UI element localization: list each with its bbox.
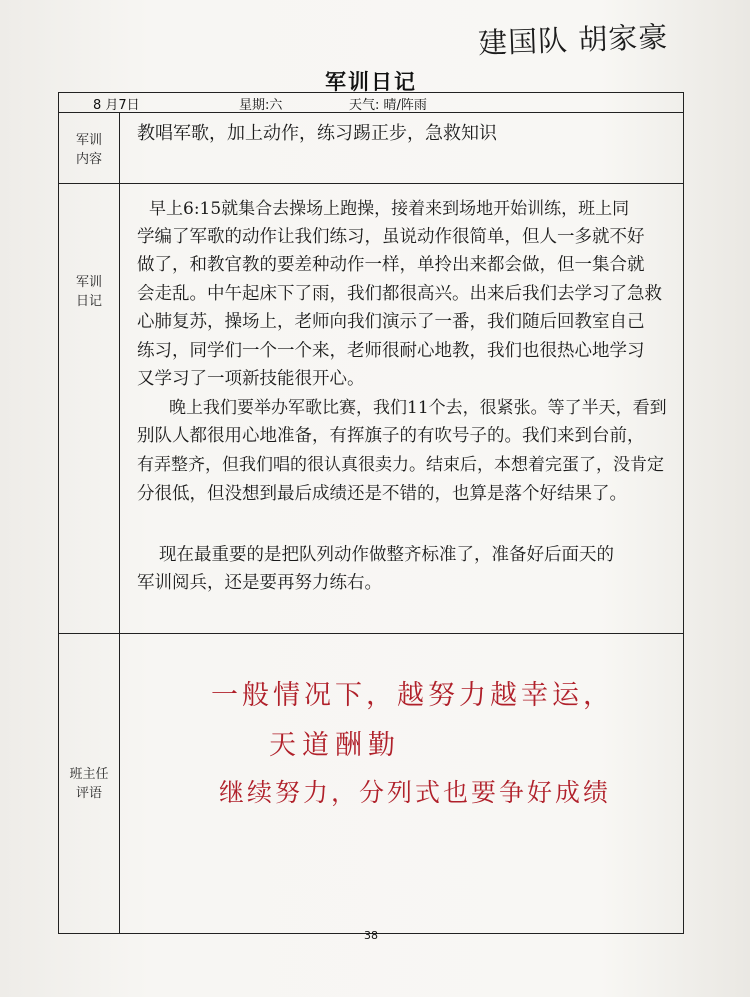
row-divider <box>59 183 683 184</box>
diary-line: 晚上我们要举办军歌比赛，我们11个去，很紧张。等了半天，看到 <box>169 398 667 418</box>
page-number: 38 <box>364 929 378 942</box>
diary-line: 练习，同学们一个一个来，老师很耐心地教，我们也很热心地学习 <box>137 341 645 361</box>
content-label: 军训 内容 <box>75 133 102 167</box>
date-field: 8 月7日 <box>93 98 140 113</box>
row-divider <box>59 112 683 113</box>
content-text: 教唱军歌，加上动作，练习踢正步，急救知识 <box>137 123 497 144</box>
diary-line: 心肺复苏，操场上，老师向我们演示了一番，我们随后回教室自己 <box>137 312 645 332</box>
column-divider <box>119 112 120 933</box>
diary-line: 做了，和教官教的要差种动作一样，单拎出来都会做，但一集合就 <box>137 255 645 275</box>
diary-table <box>58 92 684 934</box>
diary-line: 分很低，但没想到最后成绩还是不错的，也算是落个好结果了。 <box>137 484 627 504</box>
weather-field: 天气: 晴/阵雨 <box>349 98 427 113</box>
diary-line: 学编了军歌的动作让我们练习，虽说动作很简单，但人一多就不好 <box>137 227 645 247</box>
diary-line: 别队人都很用心地准备，有挥旗子的有吹号子的。我们来到台前， <box>137 426 645 446</box>
teacher-comment-line: 继续努力，分列式也要争好成绩 <box>219 778 612 807</box>
row-divider <box>59 633 683 634</box>
teacher-comment-line: 天道酬勤 <box>269 730 401 761</box>
diary-line: 现在最重要的是把队列动作做整齐标准了，准备好后面天的 <box>159 545 614 565</box>
author-note: 建国队 胡家豪 <box>477 19 669 61</box>
diary-line: 早上6:15就集合去操场上跑操，接着来到场地开始训练，班上同 <box>149 199 630 219</box>
diary-line: 军训阅兵，还是要再努力练右。 <box>137 573 382 593</box>
diary-label: 军训 日记 <box>75 275 102 309</box>
weekday-field: 星期:六 <box>239 98 283 113</box>
teacher-comment-line: 一般情况下，越努力越幸运， <box>211 680 614 711</box>
diary-line: 会走乱。中午起床下了雨，我们都很高兴。出来后我们去学习了急救 <box>137 284 662 304</box>
diary-line: 有弄整齐，但我们唱的很认真很卖力。结束后，本想着完蛋了，没肯定 <box>137 455 664 475</box>
comment-label: 班主任 评语 <box>69 767 109 801</box>
page-title: 军训日记 <box>325 70 417 94</box>
diary-line: 又学习了一项新技能很开心。 <box>137 369 365 389</box>
